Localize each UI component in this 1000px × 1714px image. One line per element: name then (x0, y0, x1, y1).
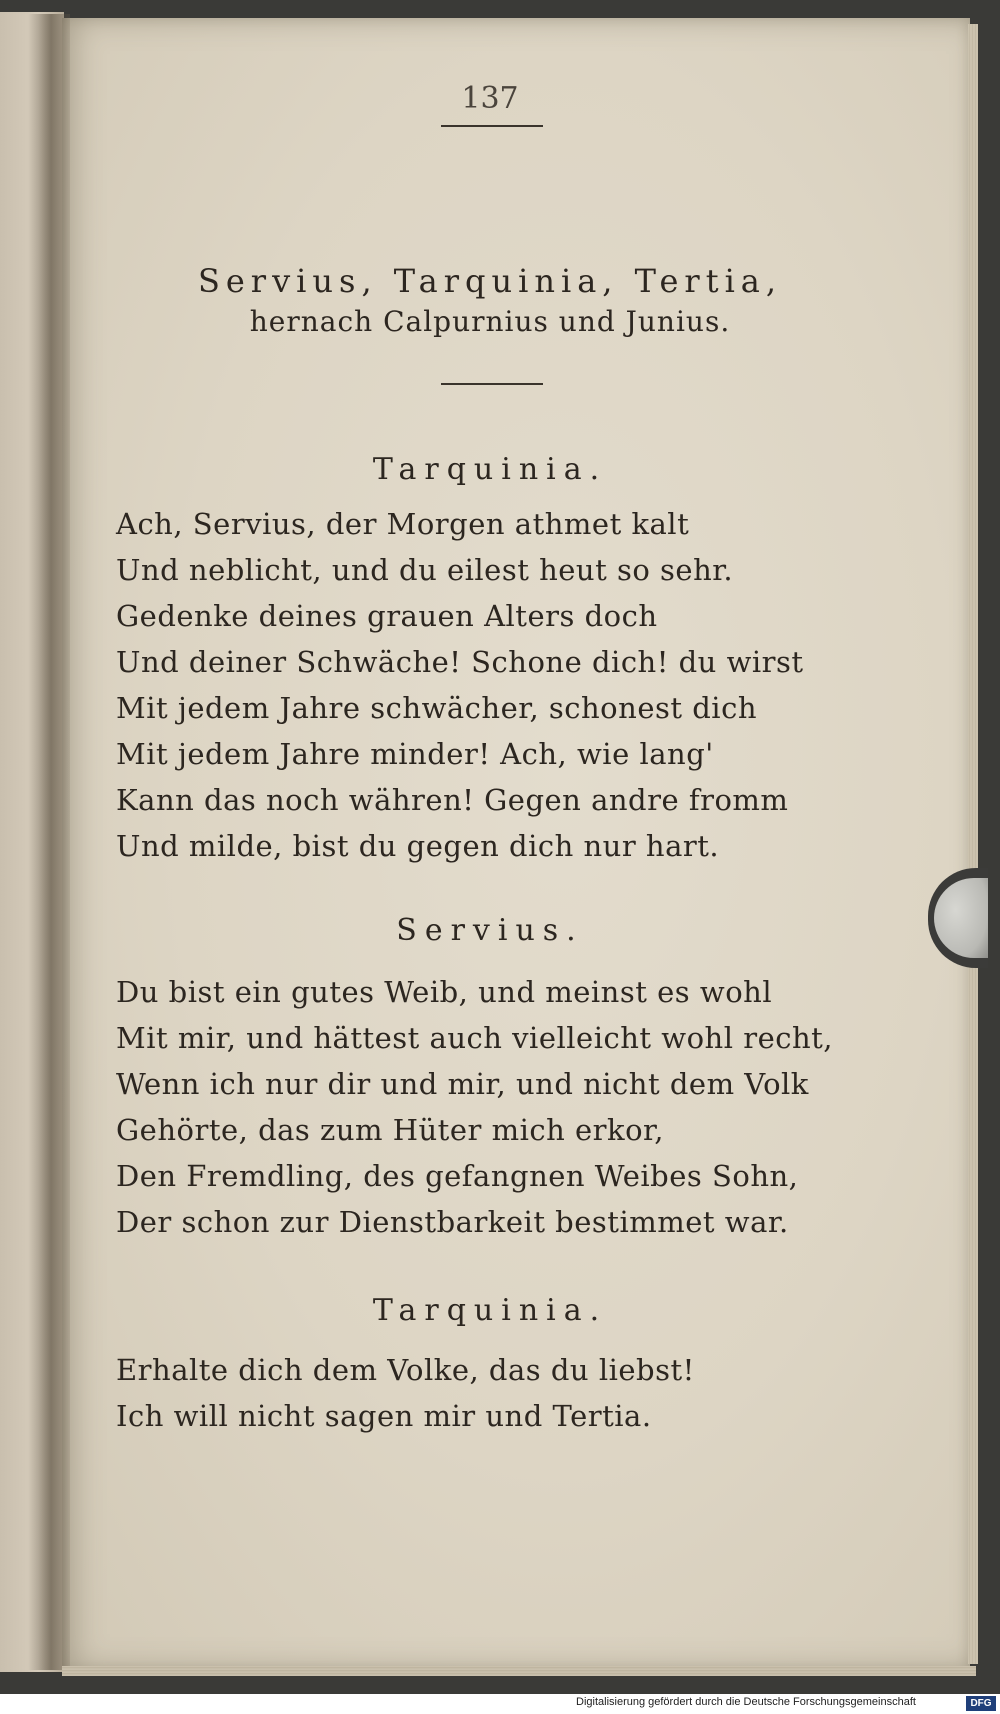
scene-heading-characters: Servius, Tarquinia, Tertia, (197, 262, 783, 300)
dfg-logo: DFG (966, 1696, 996, 1711)
verse-line: Und deiner Schwäche! Schone dich! du wirst (116, 645, 804, 679)
page-fore-edge (968, 24, 978, 1664)
verse-line: Und milde, bist du gegen dich nur hart. (116, 829, 720, 863)
verse-line: Gedenke deines grauen Alters doch (116, 599, 658, 633)
verse-line: Ach, Servius, der Morgen athmet kalt (116, 507, 690, 541)
verse-line: Mit mir, und hättest auch vielleicht wohl recht, (116, 1021, 834, 1055)
verse-line: Gehörte, das zum Hüter mich erkor, (116, 1113, 664, 1147)
verse-line: Mit jedem Jahre schwächer, schonest dich (116, 691, 757, 725)
verse-line: Erhalte dich dem Volke, das du liebst! (116, 1353, 695, 1387)
speaker-name: Servius. (396, 913, 584, 948)
page-bottom-edge (62, 1666, 976, 1676)
scene-divider-rule (441, 383, 543, 385)
page-number-rule (441, 125, 543, 127)
speaker-name: Tarquinia. (372, 452, 608, 487)
verse-line: Du bist ein gutes Weib, und meinst es wohl (116, 975, 773, 1009)
verse-line: Der schon zur Dienstbarkeit bestimmet war. (116, 1205, 789, 1239)
page-number: 137 (461, 81, 519, 116)
verse-line: Mit jedem Jahre minder! Ach, wie lang' (116, 737, 714, 771)
speaker-name: Tarquinia. (372, 1293, 608, 1328)
gutter-shadow (28, 14, 70, 1670)
footer-strip (0, 1694, 1000, 1714)
verse-line: Den Fremdling, des gefangnen Weibes Sohn, (116, 1159, 799, 1193)
verse-line: Ich will nicht sagen mir und Tertia. (116, 1399, 652, 1433)
verse-line: Kann das noch währen! Gegen andre fromm (116, 783, 789, 817)
scene-heading-entrances: hernach Calpurnius und Junius. (249, 305, 731, 338)
verse-line: Und neblicht, und du eilest heut so sehr. (116, 553, 734, 587)
verse-line: Wenn ich nur dir und mir, und nicht dem Volk (116, 1067, 809, 1101)
funding-credit: Digitalisierung gefördert durch die Deutsche Forschungsgemeinschaft (576, 1696, 916, 1708)
